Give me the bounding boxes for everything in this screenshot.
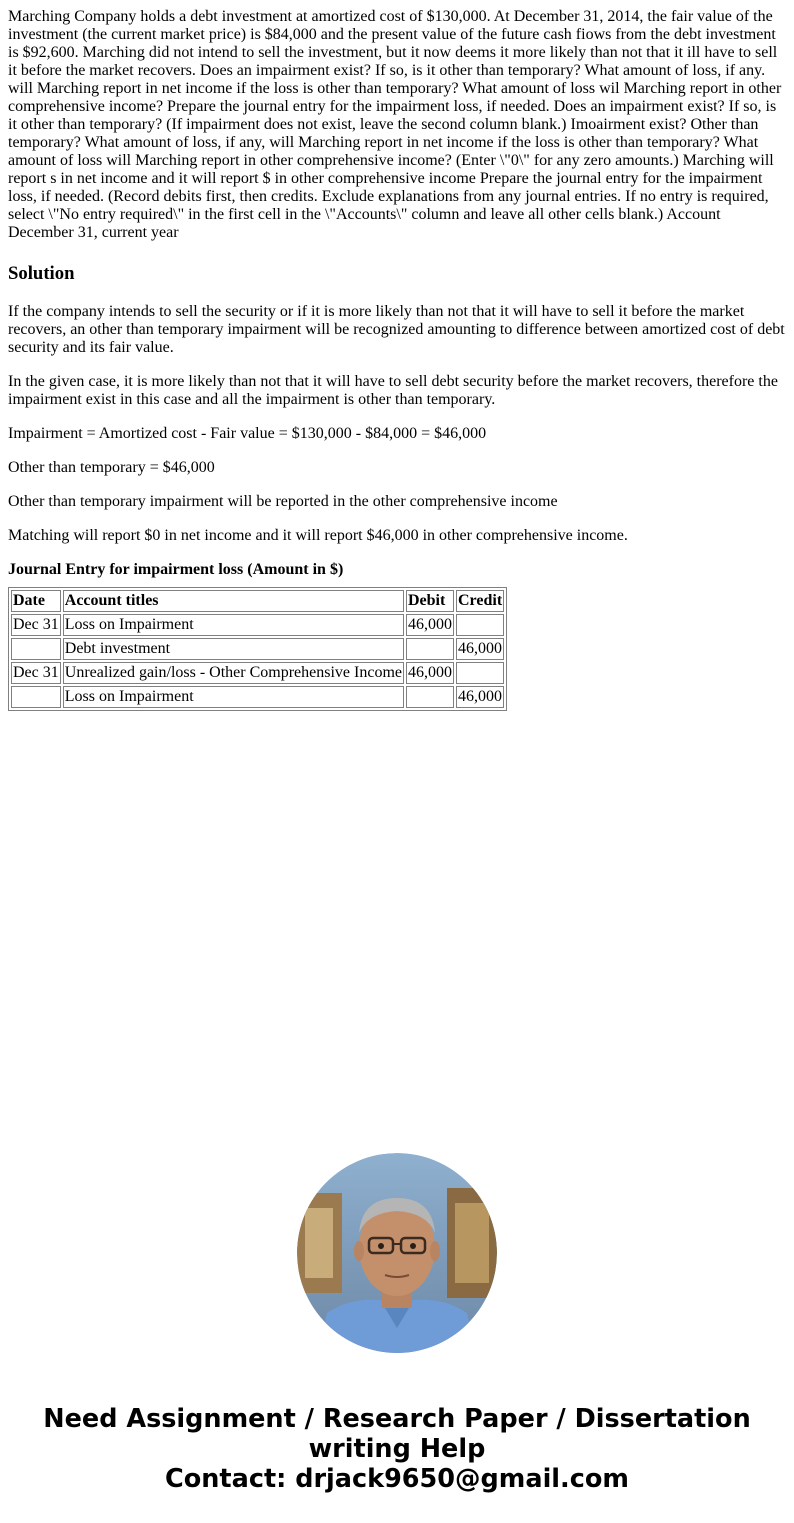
debit-cell — [406, 686, 454, 708]
date-cell — [11, 686, 61, 708]
solution-paragraph: Other than temporary impairment will be reported in the other comprehensive income — [8, 493, 558, 510]
solution-paragraph: In the given case, it is more likely than not that it will have to sell debt security before the market recovers, therefore the impairment exist in this case and all the impairment is other than temporary. — [8, 373, 778, 408]
debit-cell: 46,000 — [406, 662, 454, 684]
contact-email: Contact: drjack9650@gmail.com — [165, 1464, 629, 1494]
page-content — [8, 8, 786, 711]
column-header-date: Date — [11, 590, 61, 612]
account-cell: Unrealized gain/loss - Other Comprehensive Income — [63, 662, 404, 684]
credit-cell: 46,000 — [456, 638, 504, 660]
author-portrait-illustration — [297, 1153, 497, 1353]
banner-line: writing Help — [308, 1434, 486, 1464]
contact-banner — [0, 1404, 794, 1494]
account-cell: Loss on Impairment — [63, 686, 404, 708]
credit-cell — [456, 614, 504, 636]
account-cell: Loss on Impairment — [63, 614, 404, 636]
solution-heading: Solution — [8, 263, 75, 284]
debit-cell — [406, 638, 454, 660]
account-cell: Debt investment — [63, 638, 404, 660]
table-row — [11, 662, 504, 684]
impairment-calculation: Impairment = Amortized cost - Fair value = $130,000 - $84,000 = $46,000 — [8, 425, 487, 442]
journal-entry-table — [8, 587, 507, 711]
column-header-account-titles: Account titles — [63, 590, 404, 612]
credit-cell — [456, 662, 504, 684]
author-photo — [297, 1153, 497, 1353]
date-cell: Dec 31 — [11, 614, 61, 636]
credit-cell: 46,000 — [456, 686, 504, 708]
banner-line: Need Assignment / Research Paper / Dissertation — [43, 1404, 751, 1434]
question-text: Marching Company holds a debt investment at amortized cost of $130,000. At December 31, 2014, the fair value of the investment (the current market price) is $84,000 and the present value of the future cash fiows from the debt investment is $92,600. Marching did not intend to sell the investment, but it now deems it more likely than not that it ill have to sell it before the market recovers. Does an impairment exist? If so, is it other than temporary? What amount of loss, if any. will Marching report in net income if the loss is other than temporary? What amount of loss wil Marching report in other comprehensive income? Prepare the journal entry for the impairment loss, if needed. Does an impairment exist? If so, is it other than temporary? (If impairment does not exist, leave the second column blank.) Imoairment exist? Other than temporary? What amount of loss, if any, will Marching report in net income if the loss is other than temporary? What amount of loss will Marching report in other comprehensive income? (Enter \"0\" for any zero amounts.) Marching will report s in net income and it will report $ in other comprehensive income Prepare the journal entry for the impairment loss, if needed. (Record debits first, then credits. Exclude explanations from any journal entries. If no entry is required, select \"No entry required\" in the first cell in the \"Accounts\" column and leave all other cells blank.) Account December 31, current year — [8, 8, 782, 241]
other-than-temporary-amount: Other than temporary = $46,000 — [8, 459, 215, 476]
column-header-debit: Debit — [406, 590, 454, 612]
journal-entry-title: Journal Entry for impairment loss (Amount in $) — [8, 561, 344, 578]
solution-paragraph: If the company intends to sell the security or if it is more likely than not that it will have to sell it before the market recovers, an other than temporary impairment will be recognized amounting to difference between amortized cost of debt security and its fair value. — [8, 303, 785, 356]
table-row — [11, 638, 504, 660]
debit-cell: 46,000 — [406, 614, 454, 636]
table-row — [11, 686, 504, 708]
date-cell — [11, 638, 61, 660]
table-row — [11, 614, 504, 636]
table-header-row — [11, 590, 504, 612]
reporting-summary: Matching will report $0 in net income and it will report $46,000 in other comprehensive income. — [8, 527, 628, 544]
date-cell: Dec 31 — [11, 662, 61, 684]
column-header-credit: Credit — [456, 590, 504, 612]
